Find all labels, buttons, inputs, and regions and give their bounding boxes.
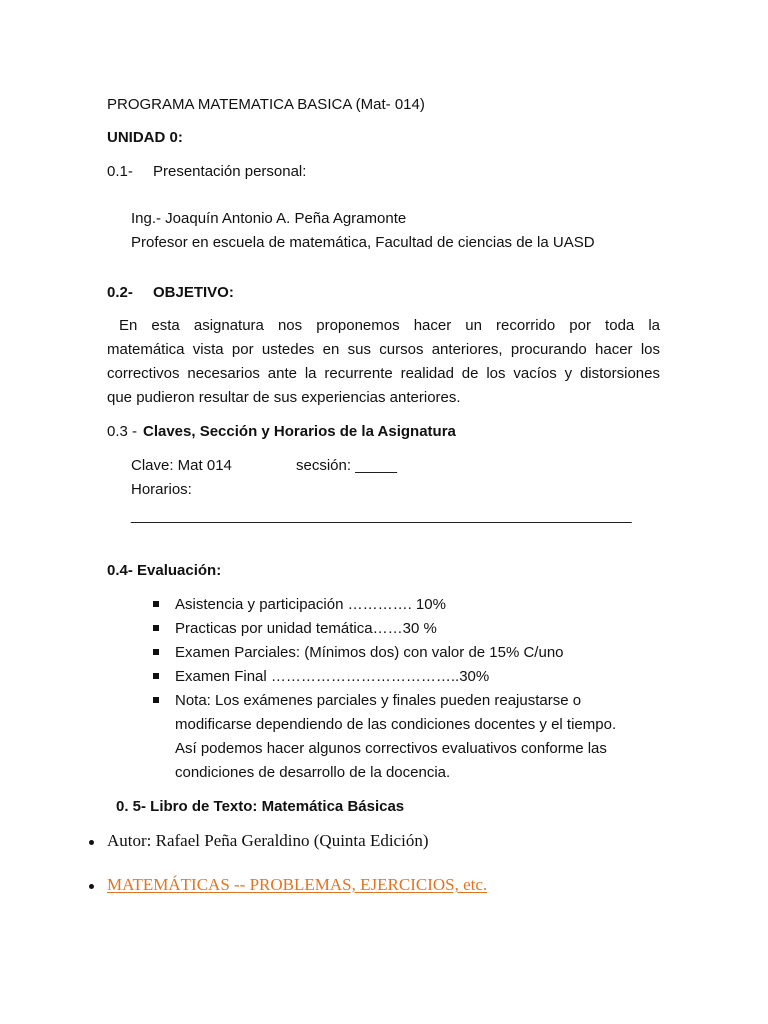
objective-line-3: correctivos necesarios ante la recurrente realidad de los vacíos y distorsiones (107, 365, 660, 382)
section-0-2-number: 0.2- (107, 284, 133, 301)
bullet-dot-icon (89, 884, 94, 889)
bullet-dot-icon (89, 840, 94, 845)
evaluation-item: Examen Final ………………………………..30% (175, 668, 490, 685)
objective-line-1: En esta asignatura nos proponemos hacer un recorrido por toda la (119, 317, 660, 334)
objective-line-4: que pudieron resultar de sus experiencias anteriores. (107, 389, 461, 406)
document-title: PROGRAMA MATEMATICA BASICA (Mat- 014) (107, 96, 425, 113)
bullet-square-icon (153, 673, 159, 679)
evaluation-item: Practicas por unidad temática……30 % (175, 620, 437, 637)
section-0-1-heading: Presentación personal: (153, 163, 307, 180)
unit-heading: UNIDAD 0: (107, 129, 183, 146)
section-0-4-heading: 0.4- Evaluación: (107, 562, 222, 579)
evaluation-item: Asistencia y participación …………. 10% (175, 596, 446, 613)
section-0-3-heading: Claves, Sección y Horarios de la Asignatura (143, 423, 456, 440)
horarios-blank-line: ____________________________________________________________ (131, 507, 632, 524)
evaluation-item: Examen Parciales: (Mínimos dos) con valor de 15% C/uno (175, 644, 564, 661)
section-0-2-heading: OBJETIVO: (153, 284, 234, 301)
bullet-square-icon (153, 697, 159, 703)
evaluation-note-line-3: Así podemos hacer algunos correctivos evaluativos conforme las (175, 740, 607, 757)
evaluation-note-line-4: condiciones de desarrollo de la docencia. (175, 764, 451, 781)
clave-label: Clave: Mat 014 (131, 457, 232, 474)
professor-role: Profesor en escuela de matemática, Facultad de ciencias de la UASD (131, 234, 595, 251)
professor-name: Ing.- Joaquín Antonio A. Peña Agramonte (131, 210, 407, 227)
evaluation-note-line-2: modificarse dependiendo de las condiciones docentes y el tiempo. (175, 716, 617, 733)
seccion-field: secsión: _____ (296, 457, 397, 474)
horarios-label: Horarios: (131, 481, 192, 498)
objective-line-2: matemática vista por ustedes en sus cursos anteriores, procurando hacer los (107, 341, 660, 358)
evaluation-note-line-1: Nota: Los exámenes parciales y finales pueden reajustarse o (175, 692, 582, 709)
book-author: Autor: Rafael Peña Geraldino (Quinta Edición) (107, 831, 429, 850)
section-0-3-number: 0.3 - (107, 423, 138, 440)
bullet-square-icon (153, 649, 159, 655)
section-0-1-number: 0.1- (107, 163, 133, 180)
section-0-5-heading: 0. 5- Libro de Texto: Matemática Básicas (116, 798, 405, 815)
book-link[interactable]: MATEMÁTICAS -- PROBLEMAS, EJERCICIOS, etc. (107, 875, 488, 894)
bullet-square-icon (153, 601, 159, 607)
bullet-square-icon (153, 625, 159, 631)
